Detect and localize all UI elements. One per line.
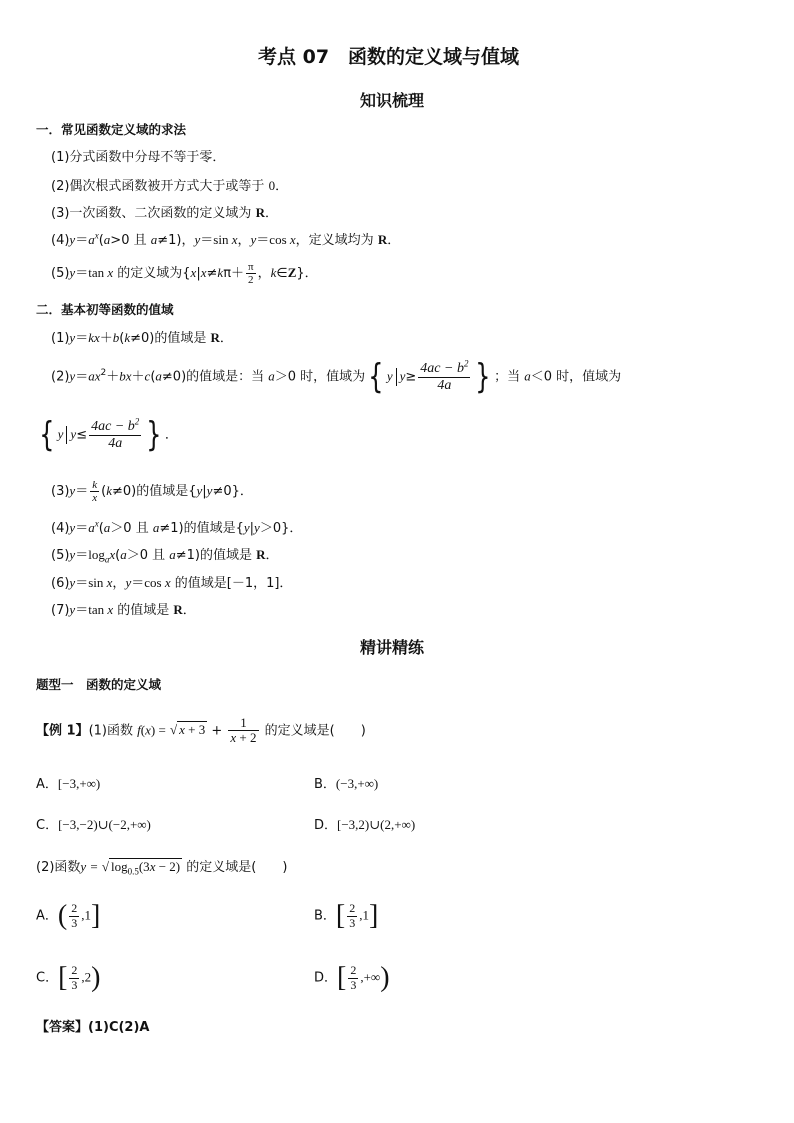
- page-title: 考点 07 函数的定义域与值域: [258, 46, 520, 68]
- part2-item-2-line1: $(2)y=ax^2+bx+c(a\ne 0)$的值域是：当 a＞0 时，值域为{ y y≥ $\frac{4ac - b^2}{4a}$ } ；当 a＜0 时，值域为: [51, 357, 622, 397]
- part1-item-1: (1)分式函数中分母不等于零．: [51, 150, 226, 165]
- part2-item-3: (3)y＝ $\frac{k}{x}$ (k≠0)的值域是{y|y≠0}．: [51, 479, 253, 505]
- part1-item-5: (5)y＝tan x 的定义域为{x|x≠kπ＋ $\frac{\pi}{2}$ ，k∈Z}．: [51, 261, 318, 287]
- answer: 【答案】(1)C(2)A: [36, 1020, 150, 1035]
- section-heading-practice: 精讲精练: [360, 638, 425, 657]
- type1-heading: 题型一 函数的定义域: [36, 677, 162, 692]
- part2-heading: 二．基本初等函数的值域: [36, 302, 174, 317]
- section-heading-knowledge: 知识梳理: [360, 91, 425, 110]
- q2-option-c[interactable]: C．[ $\frac{2}{3}$ ,2): [36, 962, 101, 993]
- part1-heading: 一．常见函数定义域的求法: [36, 122, 187, 137]
- q2-option-b[interactable]: B．[ $\frac{2}{3}$ ,1]: [314, 900, 379, 931]
- part2-item-4: $(4)y=a^x(a>0$ 且 a≠1)的值域是{y|y＞0}．: [51, 518, 303, 536]
- example1-question2: (2)函数y = √ $\log_{0.5}(3x - 2)$ 的定义域是( ): [36, 859, 288, 877]
- q2-option-d[interactable]: D．[ $\frac{2}{3}$ ,+∞): [314, 962, 390, 993]
- q1-option-b[interactable]: B．(−3,+∞): [314, 776, 379, 792]
- q1-option-c[interactable]: C．[−3,−2)∪(−2,+∞): [36, 817, 151, 833]
- part2-item-7: (7)y＝tan x 的值域是 R．: [51, 602, 196, 618]
- example1-question1: 【例 1】(1)函数 f(x) = √ x + 3 + $\frac{1}{x + 2}$ 的定义域是( ): [36, 715, 366, 746]
- q2-option-a[interactable]: A．( $\frac{2}{3}$ ,1]: [36, 900, 101, 931]
- part2-item-6: (6)y＝sin x，y＝cos x 的值域是[－1，1]．: [51, 575, 293, 591]
- q1-option-d[interactable]: D．[−3,2)∪(2,+∞): [314, 817, 416, 833]
- part2-item-2-line2: { y y≤ $\frac{4ac - b^2}{4a}$ } ．: [39, 415, 178, 455]
- part1-item-4: $(4)y=a^x(a>0$ 且 a≠1)，y＝sin x，y＝cos x，定义域均为 R．: [51, 230, 401, 248]
- part1-item-3: (3)一次函数、二次函数的定义域为 R．: [51, 205, 278, 221]
- part2-item-1: (1)y＝kx＋b(k≠0)的值域是 R．: [51, 330, 233, 346]
- q1-option-a[interactable]: A．[−3,+∞): [36, 776, 101, 792]
- part1-item-2: (2)偶次根式函数被开方式大于或等于 0．: [51, 178, 289, 194]
- part2-item-5: $(5)y=\log_ax(a>0$ 且 a≠1)的值域是 R．: [51, 547, 279, 565]
